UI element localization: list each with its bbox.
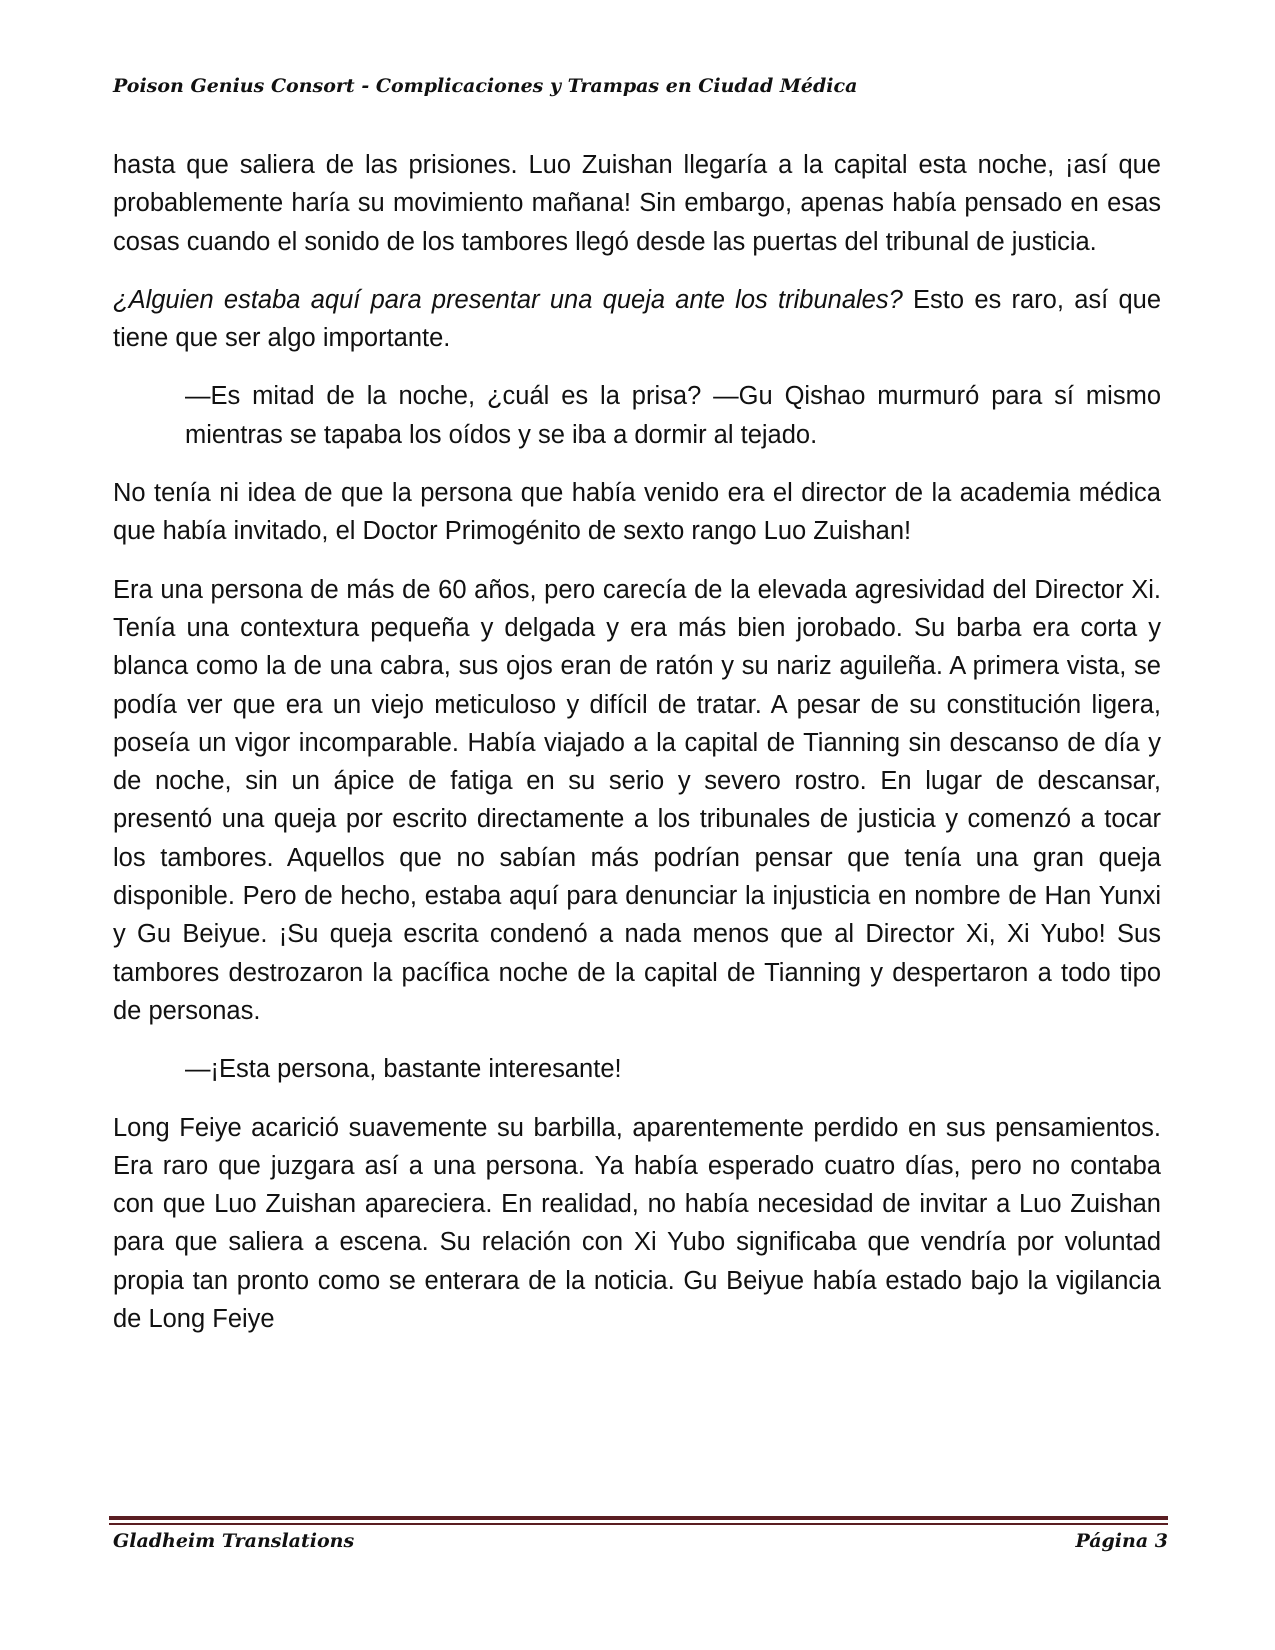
paragraph: No tenía ni idea de que la persona que había venido era el director de la academia médica que había invitado, el Doctor Primogénito de sexto rango Luo Zuishan! <box>113 479 1161 546</box>
dialogue-paragraph: —¡Esta persona, bastante interesante! <box>185 1055 622 1084</box>
paragraph <box>113 281 1161 358</box>
page-body <box>113 146 1161 1358</box>
footer-publisher: Gladheim Translations <box>113 1530 355 1552</box>
dialogue-paragraph: —Es mitad de la noche, ¿cuál es la prisa? —Gu Qishao murmuró para sí mismo mientras se tapaba los oídos y se iba a dormir al tejado. <box>185 382 1161 449</box>
page-number: Página 3 <box>1075 1530 1168 1552</box>
paragraph-text: Esto es raro, así que tiene que ser algo importante. <box>113 285 1162 353</box>
footer-rule <box>109 1516 1168 1520</box>
italic-thought: ¿Alguien estaba aquí para presentar una queja ante los tribunales? <box>113 285 903 314</box>
paragraph: Era una persona de más de 60 años, pero carecía de la elevada agresividad del Director Xi. Tenía una contextura pequeña y delgada y era más bien jorobado. Su barba era corta y blanca como la de una cabra, sus ojos eran de ratón y su nariz aguileña. A primera vista, se podía ver que era un viejo meticuloso y difícil de tratar. A pesar de su constitución ligera, poseía un vigor incomparable. Había viajado a la capital de Tianning sin descanso de día y de noche, sin un ápice de fatiga en su serio y severo rostro. En lugar de descansar, presentó una queja por escrito directamente a los tribunales de justicia y comenzó a tocar los tambores. Aquellos que no sabían más podrían pensar que tenía una gran queja disponible. Pero de hecho, estaba aquí para denunciar la injusticia en nombre de Han Yunxi y Gu Beiyue. ¡Su queja escrita condenó a nada menos que al Director Xi, Xi Yubo! Sus tambores destrozaron la pacífica noche de la capital de Tianning y despertaron a todo tipo de personas. <box>113 575 1161 1025</box>
running-header: Poison Genius Consort - Complicaciones y Trampas en Ciudad Médica <box>113 75 858 97</box>
footer-rule-thin <box>109 1523 1168 1525</box>
paragraph: Long Feiye acarició suavemente su barbilla, aparentemente perdido en sus pensamientos. Era raro que juzgara así a una persona. Ya había esperado cuatro días, pero no contaba con que Luo Zuishan apareciera. En realidad, no había necesidad de invitar a Luo Zuishan para que saliera a escena. Su relación con Xi Yubo significaba que vendría por voluntad propia tan pronto como se enterara de la noticia. Gu Beiyue había estado bajo la vigilancia de Long Feiye <box>113 1113 1161 1334</box>
paragraph: hasta que saliera de las prisiones. Luo Zuishan llegaría a la capital esta noche, ¡así que probablemente haría su movimiento mañana! Sin embargo, apenas había pensado en esas cosas cuando el sonido de los tambores llegó desde las puertas del tribunal de justicia. <box>113 151 1161 256</box>
